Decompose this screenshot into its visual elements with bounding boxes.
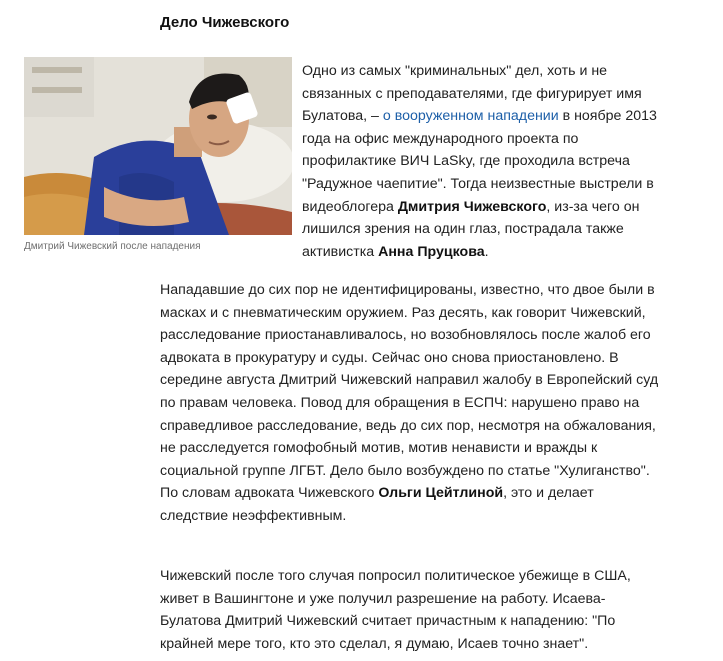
armed-attack-link[interactable]: о вооруженном нападении	[382, 108, 559, 125]
paragraph-2-text-2: , это и делает следствие неэффективным.	[160, 485, 594, 524]
article-photo[interactable]	[24, 57, 292, 235]
paragraph-3-text-1: Чижевский после того случая попросил политическое убежище в США, живет в Вашингтоне и уже получил разрешение на работу. Исаева-Булатова Дмитрий Чижевский считает причастным к нападению: "По крайней мере того, кто это сделал, я думаю, Исаев точно знает".	[160, 568, 631, 652]
paragraph-1-text-4: .	[484, 243, 489, 260]
person-name-prutskova: Анна Пруцкова	[378, 243, 485, 260]
paragraph-1-text-3: , из-за чего он лишился зрения на один глаз, пострадала также активистка	[302, 198, 640, 260]
paragraph-2	[160, 279, 660, 528]
photo-caption: Дмитрий Чижевский после нападения	[24, 241, 201, 252]
article-figure	[24, 57, 292, 252]
person-name-chizhevsky: Дмитрия Чижевского	[397, 198, 547, 215]
paragraph-1	[302, 60, 667, 263]
paragraph-1-text-2: в ноябре 2013 года на офис международного проекта по профилактике ВИЧ LaSky, где проходила встреча "Радужное чаепитие". Тогда неизвестные выстрели в видеоблогера	[302, 108, 657, 215]
photo-illustration	[24, 57, 292, 235]
article-heading: Дело Чижевского	[160, 14, 290, 31]
paragraph-2-text-1: Нападавшие до сих пор не идентифицированы, известно, что двое были в масках и с пневматическим оружием. Раз десять, как говорит Чижевский, расследование приостанавливалось, но возобновлялось после жалоб его адвоката в прокуратуру и суды. Сейчас оно снова приостановлено. В середине августа Дмитрий Чижевский направил жалобу в Европейский суд по правам человека. Повод для обращения в ЕСПЧ: нарушено право на справедливое расследование, ведь до сих пор, несмотря на обжалования, не расследуется гомофобный мотив, мотив ненависти и вражды к социальной группе ЛГБТ. Дело было возбуждено по статье "Хулиганство". По словам адвоката Чижевского	[160, 282, 659, 502]
paragraph-1-text-1: Одно из самых "криминальных" дел, хоть и не связанных с преподавателями, где фигурирует имя Булатова, –	[302, 63, 642, 125]
paragraph-3	[160, 565, 660, 655]
person-name-tseitlina: Ольги Цейтлиной	[378, 485, 504, 502]
